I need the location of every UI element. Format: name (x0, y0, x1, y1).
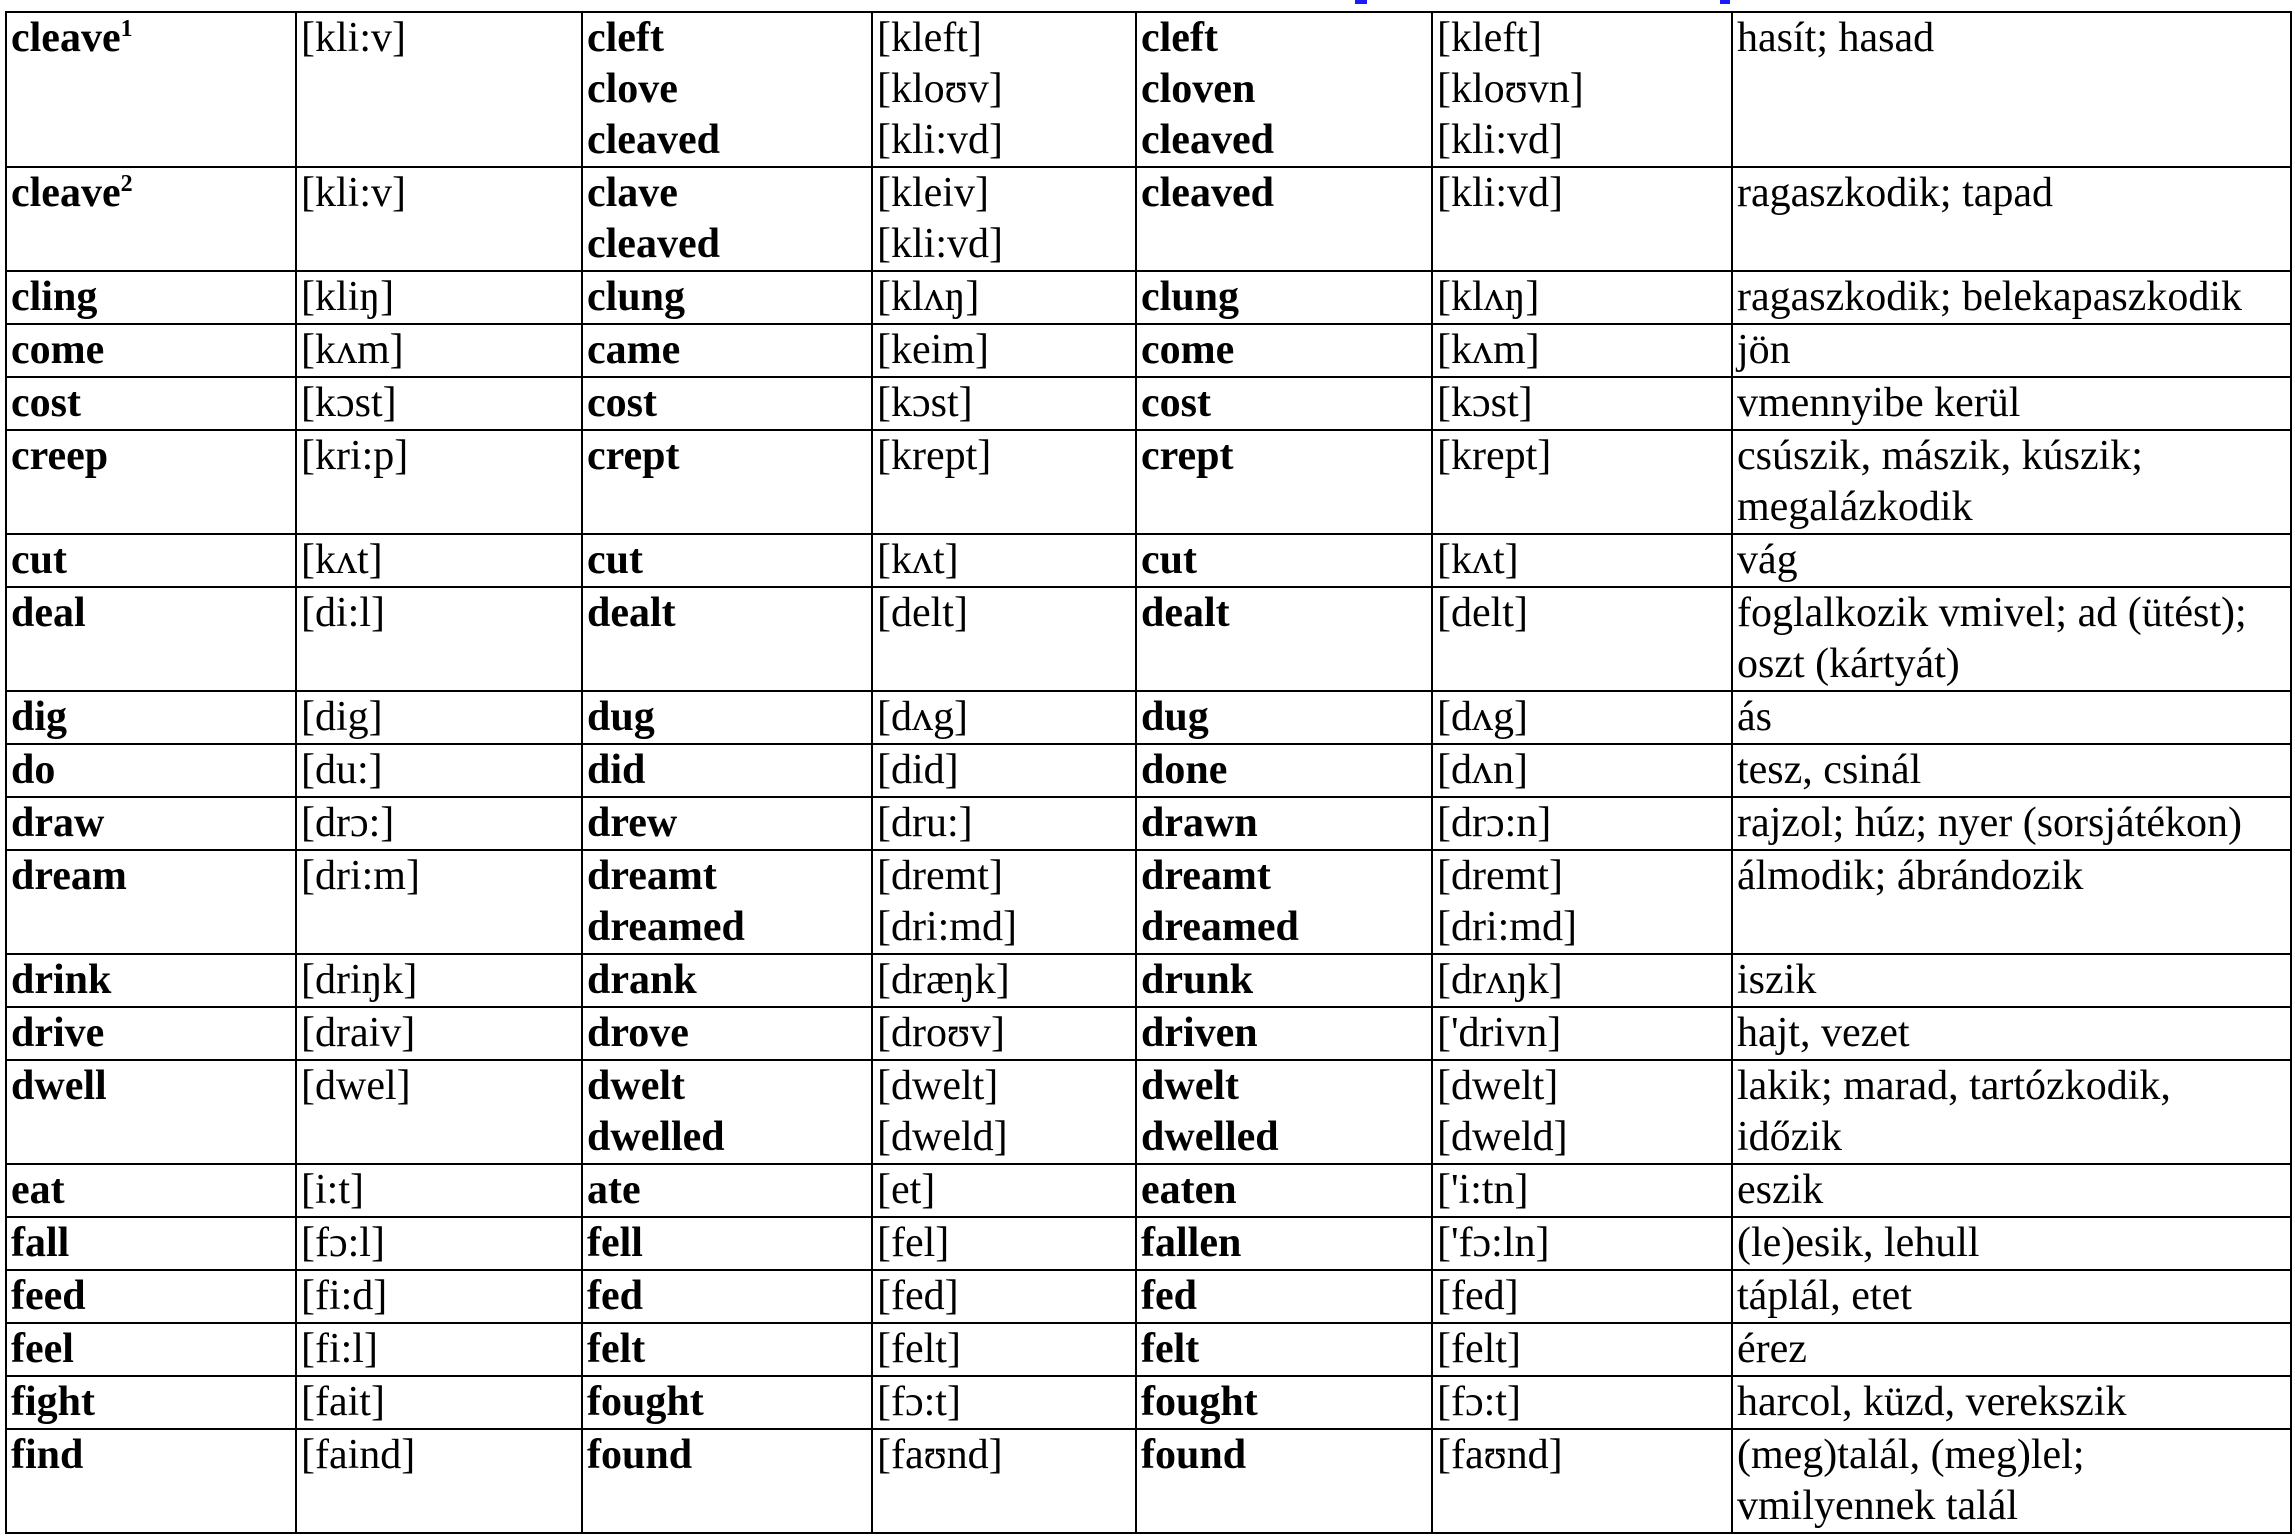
participle-pronunciation: [kloʊvn] (1437, 66, 1584, 112)
past-pronunciation-cell (872, 1429, 1136, 1533)
past-pronunciation-cell (872, 167, 1136, 271)
base-pronunciation: [du:] (296, 744, 582, 797)
table-row (6, 1376, 2291, 1429)
past-form: dwelt (587, 1063, 685, 1109)
hungarian-meaning: jön (1732, 324, 2291, 377)
table-row (6, 1429, 2291, 1533)
past-pronunciation: [krept] (877, 433, 992, 479)
past-pronunciation-cell (872, 324, 1136, 377)
participle-pronunciation: [delt] (1437, 590, 1528, 636)
participle-form-cell (1136, 1323, 1432, 1376)
base-form-cell (6, 271, 296, 324)
top-cropped-mark (1720, 0, 1730, 4)
past-pronunciation: [dweld] (877, 1114, 1008, 1160)
past-form: dreamed (587, 904, 745, 950)
participle-form-cell (1136, 1217, 1432, 1270)
participle-pronunciation-cell (1432, 691, 1732, 744)
past-form: ate (587, 1167, 641, 1213)
past-form-cell (582, 850, 872, 954)
base-pronunciation: [fi:l] (296, 1323, 582, 1376)
base-form: cleave (11, 15, 121, 61)
participle-form: found (1141, 1432, 1247, 1478)
irregular-verbs-table (5, 11, 2292, 1534)
hungarian-meaning: táplál, etet (1732, 1270, 2291, 1323)
past-pronunciation: [fed] (877, 1273, 959, 1319)
past-pronunciation-cell (872, 1060, 1136, 1164)
base-pronunciation: [fi:d] (296, 1270, 582, 1323)
participle-pronunciation-cell (1432, 1429, 1732, 1533)
participle-pronunciation: [krept] (1437, 433, 1552, 479)
participle-form: dreamt (1141, 853, 1271, 899)
base-form-cell (6, 167, 296, 271)
participle-pronunciation-cell (1432, 534, 1732, 587)
past-form: fought (587, 1379, 704, 1425)
participle-pronunciation: [dʌg] (1437, 694, 1528, 740)
past-pronunciation: [kleft] (877, 15, 982, 61)
participle-pronunciation: [klʌŋ] (1437, 274, 1540, 320)
table-row (6, 954, 2291, 1007)
past-pronunciation-cell (872, 1007, 1136, 1060)
participle-form: cleft (1141, 15, 1218, 61)
participle-pronunciation: ['fɔ:ln] (1437, 1220, 1550, 1266)
base-form-cell (6, 850, 296, 954)
table-row (6, 1164, 2291, 1217)
past-form-cell (582, 271, 872, 324)
past-pronunciation: [felt] (877, 1326, 961, 1372)
participle-form: cut (1141, 537, 1197, 583)
participle-form: dealt (1141, 590, 1230, 636)
past-form: cost (587, 380, 657, 426)
table-row (6, 12, 2291, 167)
base-form: cut (11, 537, 67, 583)
base-pronunciation: [i:t] (296, 1164, 582, 1217)
past-pronunciation: [keim] (877, 327, 989, 373)
hungarian-meaning: (le)esik, lehull (1732, 1217, 2291, 1270)
base-form-cell (6, 1323, 296, 1376)
table-row (6, 377, 2291, 430)
table-row (6, 1060, 2291, 1164)
participle-pronunciation-cell (1432, 1060, 1732, 1164)
hungarian-meaning: foglalkozik vmivel; ad (ütést); oszt (kártyát) (1732, 587, 2291, 691)
participle-form-cell (1136, 167, 1432, 271)
past-pronunciation: [droʊv] (877, 1010, 1006, 1056)
base-pronunciation: [kli:v] (296, 167, 582, 271)
base-pronunciation: [di:l] (296, 587, 582, 691)
participle-pronunciation-cell (1432, 1217, 1732, 1270)
participle-pronunciation: [faʊnd] (1437, 1432, 1563, 1478)
past-form-cell (582, 1007, 872, 1060)
participle-form: drawn (1141, 800, 1258, 846)
participle-pronunciation-cell (1432, 954, 1732, 1007)
past-pronunciation-cell (872, 797, 1136, 850)
participle-form: fallen (1141, 1220, 1242, 1266)
past-pronunciation: [klʌŋ] (877, 274, 980, 320)
top-cropped-mark (1355, 0, 1367, 4)
participle-form: felt (1141, 1326, 1200, 1372)
past-pronunciation: [kli:vd] (877, 117, 1003, 163)
table-body (6, 12, 2291, 1533)
past-form-cell (582, 1164, 872, 1217)
past-pronunciation: [dʌg] (877, 694, 968, 740)
past-pronunciation: [et] (877, 1167, 936, 1213)
participle-form: cost (1141, 380, 1211, 426)
hungarian-meaning: harcol, küzd, verekszik (1732, 1376, 2291, 1429)
past-pronunciation-cell (872, 12, 1136, 167)
participle-pronunciation-cell (1432, 587, 1732, 691)
base-form-cell (6, 534, 296, 587)
base-form-cell (6, 1270, 296, 1323)
hungarian-meaning: lakik; marad, tartózkodik, időzik (1732, 1060, 2291, 1164)
participle-form-cell (1136, 430, 1432, 534)
participle-form: fought (1141, 1379, 1258, 1425)
base-pronunciation: [dri:m] (296, 850, 582, 954)
participle-pronunciation-cell (1432, 12, 1732, 167)
table-row (6, 1007, 2291, 1060)
homonym-index: 2 (120, 171, 133, 197)
participle-pronunciation-cell (1432, 1323, 1732, 1376)
participle-form-cell (1136, 1270, 1432, 1323)
past-pronunciation-cell (872, 377, 1136, 430)
past-form: drove (587, 1010, 689, 1056)
past-form-cell (582, 691, 872, 744)
past-form: dug (587, 694, 655, 740)
base-form-cell (6, 324, 296, 377)
past-form: crept (587, 433, 680, 479)
participle-pronunciation: [dwelt] (1437, 1063, 1559, 1109)
participle-pronunciation: [drʌŋk] (1437, 957, 1563, 1003)
base-form: drink (11, 957, 112, 1003)
participle-form: cloven (1141, 66, 1256, 112)
participle-form-cell (1136, 12, 1432, 167)
past-pronunciation-cell (872, 954, 1136, 1007)
past-form-cell (582, 1429, 872, 1533)
past-form-cell (582, 1323, 872, 1376)
participle-pronunciation: ['drivn] (1437, 1010, 1562, 1056)
participle-pronunciation-cell (1432, 1164, 1732, 1217)
participle-form: dwelled (1141, 1114, 1279, 1160)
past-pronunciation: [dri:md] (877, 904, 1017, 950)
base-form: fall (11, 1220, 70, 1266)
table-row (6, 850, 2291, 954)
participle-pronunciation-cell (1432, 377, 1732, 430)
past-pronunciation: [kli:vd] (877, 221, 1003, 267)
past-pronunciation: [dru:] (877, 800, 973, 846)
past-form: clave (587, 170, 678, 216)
participle-form-cell (1136, 850, 1432, 954)
participle-form-cell (1136, 954, 1432, 1007)
base-form-cell (6, 1164, 296, 1217)
past-pronunciation: [dremt] (877, 853, 1003, 899)
participle-form: cleaved (1141, 117, 1274, 163)
participle-form: cleaved (1141, 170, 1274, 216)
hungarian-meaning: hajt, vezet (1732, 1007, 2291, 1060)
past-form: dealt (587, 590, 676, 636)
participle-form-cell (1136, 1376, 1432, 1429)
participle-form-cell (1136, 1429, 1432, 1533)
participle-pronunciation: [dri:md] (1437, 904, 1577, 950)
base-form: drive (11, 1010, 105, 1056)
past-pronunciation-cell (872, 744, 1136, 797)
base-form: come (11, 327, 105, 373)
past-pronunciation: [dræŋk] (877, 957, 1010, 1003)
base-form-cell (6, 1217, 296, 1270)
past-form: fell (587, 1220, 643, 1266)
past-pronunciation: [delt] (877, 590, 968, 636)
base-form: dream (11, 853, 127, 899)
hungarian-meaning: álmodik; ábrándozik (1732, 850, 2291, 954)
base-form-cell (6, 1060, 296, 1164)
participle-pronunciation-cell (1432, 850, 1732, 954)
past-form: cleaved (587, 117, 720, 163)
table-row (6, 1270, 2291, 1323)
base-form-cell (6, 691, 296, 744)
base-form-cell (6, 797, 296, 850)
base-form: deal (11, 590, 86, 636)
base-pronunciation: [kli:v] (296, 12, 582, 167)
past-pronunciation-cell (872, 1217, 1136, 1270)
past-form-cell (582, 1217, 872, 1270)
table-row (6, 1217, 2291, 1270)
base-form-cell (6, 744, 296, 797)
past-form: fed (587, 1273, 643, 1319)
participle-form: dug (1141, 694, 1209, 740)
past-form: dreamt (587, 853, 717, 899)
base-pronunciation: [driŋk] (296, 954, 582, 1007)
base-form: dwell (11, 1063, 107, 1109)
base-pronunciation: [fait] (296, 1376, 582, 1429)
participle-form-cell (1136, 324, 1432, 377)
past-pronunciation-cell (872, 1164, 1136, 1217)
participle-pronunciation-cell (1432, 430, 1732, 534)
participle-form: come (1141, 327, 1235, 373)
past-pronunciation-cell (872, 691, 1136, 744)
base-form: creep (11, 433, 109, 479)
participle-form: clung (1141, 274, 1240, 320)
participle-form-cell (1136, 587, 1432, 691)
base-pronunciation: [fɔ:l] (296, 1217, 582, 1270)
participle-pronunciation: [dremt] (1437, 853, 1563, 899)
past-pronunciation: [fel] (877, 1220, 950, 1266)
participle-form-cell (1136, 797, 1432, 850)
base-form: eat (11, 1167, 65, 1213)
participle-pronunciation: [drɔ:n] (1437, 800, 1552, 846)
participle-form-cell (1136, 271, 1432, 324)
base-pronunciation: [kʌt] (296, 534, 582, 587)
participle-form: crept (1141, 433, 1234, 479)
participle-pronunciation: [fed] (1437, 1273, 1519, 1319)
participle-form: dreamed (1141, 904, 1299, 950)
participle-form-cell (1136, 744, 1432, 797)
base-form-cell (6, 430, 296, 534)
participle-form: dwelt (1141, 1063, 1239, 1109)
past-pronunciation: [kleiv] (877, 170, 989, 216)
table-row (6, 271, 2291, 324)
table-row (6, 324, 2291, 377)
past-form: clung (587, 274, 686, 320)
past-form-cell (582, 797, 872, 850)
participle-pronunciation-cell (1432, 1007, 1732, 1060)
participle-pronunciation-cell (1432, 271, 1732, 324)
past-form-cell (582, 534, 872, 587)
past-pronunciation-cell (872, 534, 1136, 587)
base-form: find (11, 1432, 84, 1478)
past-form-cell (582, 744, 872, 797)
hungarian-meaning: vmennyibe kerül (1732, 377, 2291, 430)
hungarian-meaning: eszik (1732, 1164, 2291, 1217)
table-row (6, 1323, 2291, 1376)
base-form: cling (11, 274, 98, 320)
past-pronunciation: [kloʊv] (877, 66, 1003, 112)
past-form-cell (582, 430, 872, 534)
base-pronunciation: [kɔst] (296, 377, 582, 430)
base-form-cell (6, 954, 296, 1007)
hungarian-meaning: iszik (1732, 954, 2291, 1007)
participle-form: eaten (1141, 1167, 1237, 1213)
participle-form-cell (1136, 377, 1432, 430)
past-pronunciation-cell (872, 850, 1136, 954)
base-pronunciation: [kri:p] (296, 430, 582, 534)
participle-pronunciation: [dweld] (1437, 1114, 1568, 1160)
homonym-index: 1 (120, 16, 133, 42)
hungarian-meaning: (meg)talál, (meg)lel; vmilyennek talál (1732, 1429, 2291, 1533)
past-pronunciation: [fɔ:t] (877, 1379, 961, 1425)
participle-form-cell (1136, 1060, 1432, 1164)
base-form: cost (11, 380, 81, 426)
base-form: feel (11, 1326, 74, 1372)
base-pronunciation: [dwel] (296, 1060, 582, 1164)
base-pronunciation: [kliŋ] (296, 271, 582, 324)
participle-form-cell (1136, 1164, 1432, 1217)
past-pronunciation: [kʌt] (877, 537, 959, 583)
past-form-cell (582, 587, 872, 691)
participle-form-cell (1136, 1007, 1432, 1060)
past-pronunciation-cell (872, 1376, 1136, 1429)
base-pronunciation: [draiv] (296, 1007, 582, 1060)
table-row (6, 587, 2291, 691)
hungarian-meaning: hasít; hasad (1732, 12, 2291, 167)
participle-form: fed (1141, 1273, 1197, 1319)
past-form: drew (587, 800, 678, 846)
hungarian-meaning: rajzol; húz; nyer (sorsjátékon) (1732, 797, 2291, 850)
past-form: found (587, 1432, 693, 1478)
base-form: feed (11, 1273, 86, 1319)
past-form-cell (582, 1060, 872, 1164)
past-form-cell (582, 377, 872, 430)
participle-pronunciation-cell (1432, 167, 1732, 271)
hungarian-meaning: ragaszkodik; tapad (1732, 167, 2291, 271)
base-form-cell (6, 1007, 296, 1060)
past-form-cell (582, 1376, 872, 1429)
past-form: drank (587, 957, 697, 1003)
base-form: dig (11, 694, 68, 740)
base-pronunciation: [drɔ:] (296, 797, 582, 850)
past-form: came (587, 327, 681, 373)
base-form-cell (6, 377, 296, 430)
past-form: dwelled (587, 1114, 725, 1160)
participle-pronunciation-cell (1432, 1270, 1732, 1323)
hungarian-meaning: tesz, csinál (1732, 744, 2291, 797)
past-form: cut (587, 537, 643, 583)
participle-pronunciation: [kʌt] (1437, 537, 1519, 583)
past-pronunciation-cell (872, 1323, 1136, 1376)
hungarian-meaning: vág (1732, 534, 2291, 587)
past-pronunciation: [kɔst] (877, 380, 973, 426)
participle-pronunciation-cell (1432, 797, 1732, 850)
base-form-cell (6, 1429, 296, 1533)
hungarian-meaning: ás (1732, 691, 2291, 744)
past-form: cleaved (587, 221, 720, 267)
participle-form: done (1141, 747, 1228, 793)
past-form-cell (582, 954, 872, 1007)
hungarian-meaning: ragaszkodik; belekapaszkodik (1732, 271, 2291, 324)
past-form: felt (587, 1326, 646, 1372)
past-pronunciation-cell (872, 271, 1136, 324)
past-form: clove (587, 66, 678, 112)
table-row (6, 797, 2291, 850)
table-row (6, 691, 2291, 744)
table-row (6, 744, 2291, 797)
participle-pronunciation: ['i:tn] (1437, 1167, 1529, 1213)
past-pronunciation-cell (872, 1270, 1136, 1323)
base-pronunciation: [kʌm] (296, 324, 582, 377)
hungarian-meaning: érez (1732, 1323, 2291, 1376)
participle-pronunciation-cell (1432, 744, 1732, 797)
past-pronunciation-cell (872, 430, 1136, 534)
participle-pronunciation-cell (1432, 1376, 1732, 1429)
past-pronunciation: [dwelt] (877, 1063, 999, 1109)
table-row (6, 430, 2291, 534)
hungarian-meaning: csúszik, mászik, kúszik; megalázkodik (1732, 430, 2291, 534)
table-row (6, 534, 2291, 587)
base-pronunciation: [dig] (296, 691, 582, 744)
table-row (6, 167, 2291, 271)
past-form-cell (582, 12, 872, 167)
base-form: do (11, 747, 56, 793)
participle-pronunciation: [kʌm] (1437, 327, 1540, 373)
participle-form: drunk (1141, 957, 1254, 1003)
participle-pronunciation: [kli:vd] (1437, 117, 1563, 163)
participle-pronunciation-cell (1432, 324, 1732, 377)
participle-pronunciation: [felt] (1437, 1326, 1521, 1372)
participle-pronunciation: [kɔst] (1437, 380, 1533, 426)
base-pronunciation: [faind] (296, 1429, 582, 1533)
past-form: did (587, 747, 646, 793)
base-form: fight (11, 1379, 95, 1425)
base-form: draw (11, 800, 105, 846)
past-pronunciation: [did] (877, 747, 959, 793)
past-form: cleft (587, 15, 664, 61)
base-form-cell (6, 12, 296, 167)
past-pronunciation: [faʊnd] (877, 1432, 1003, 1478)
participle-pronunciation: [fɔ:t] (1437, 1379, 1521, 1425)
participle-pronunciation: [dʌn] (1437, 747, 1528, 793)
participle-form: driven (1141, 1010, 1258, 1056)
base-form-cell (6, 1376, 296, 1429)
past-pronunciation-cell (872, 587, 1136, 691)
past-form-cell (582, 167, 872, 271)
base-form: cleave (11, 170, 121, 216)
participle-pronunciation: [kli:vd] (1437, 170, 1563, 216)
participle-form-cell (1136, 534, 1432, 587)
participle-pronunciation: [kleft] (1437, 15, 1542, 61)
past-form-cell (582, 1270, 872, 1323)
base-form-cell (6, 587, 296, 691)
past-form-cell (582, 324, 872, 377)
participle-form-cell (1136, 691, 1432, 744)
